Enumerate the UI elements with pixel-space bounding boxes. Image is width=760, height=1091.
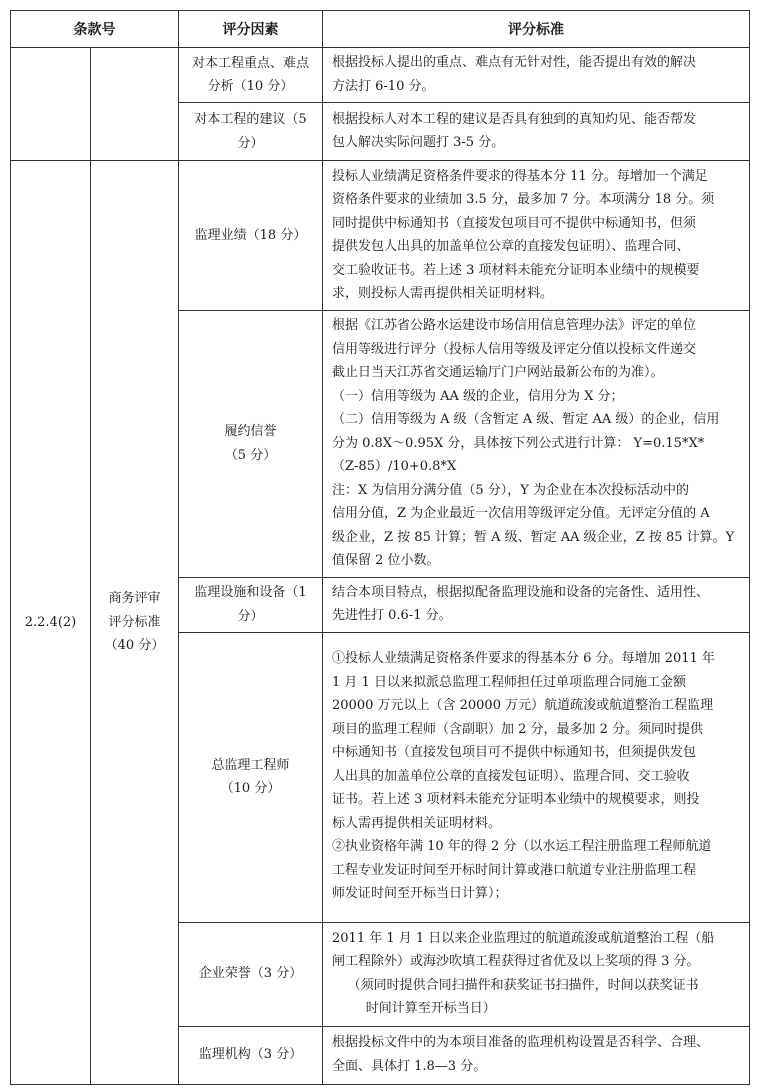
factor-line: 监理业绩（18 分） [194, 227, 307, 243]
standard-line: 20000 万元以上（含 20000 万元）航道疏浚或航道整治工程监理 [332, 698, 714, 714]
standard-line: 级企业，Z 按 85 计算；暂 A 级、暂定 AA 级企业，Z 按 85 计算。Y [332, 529, 735, 545]
category-cell-empty [91, 48, 179, 161]
standard-cell [323, 311, 750, 578]
factor-cell [179, 922, 323, 1026]
factor-cell [179, 48, 323, 103]
factor-line: （10 分） [220, 781, 281, 796]
standard-line: 中标通知书（直接发包项目可不提供中标通知书，但须提供发包 [332, 745, 697, 761]
standard-cell [323, 161, 750, 311]
standard-line: 时间计算至开标当日） [365, 1001, 496, 1016]
standard-line: （Z-85）/10+0.8*X [332, 459, 457, 474]
standard-line: （一）信用等级为 AA 级的企业，信用分为 X 分； [332, 388, 624, 404]
category-cell [91, 161, 179, 1085]
standard-line: 根据投标人对本工程的建议是否具有独到的真知灼见、能否帮发 [332, 111, 697, 127]
header-clause: 条款号 [11, 11, 179, 48]
standard-line: 项目的监理工程师（含副职）加 2 分，最多加 2 分。须同时提供 [332, 721, 704, 737]
standard-line: 方法打 6-10 分。 [332, 78, 435, 94]
standard-cell [323, 577, 750, 632]
standard-cell [323, 48, 750, 103]
factor-line: 对本工程的建议（5 [194, 112, 307, 127]
factor-cell [179, 103, 323, 161]
standard-line: 工程专业发证时间至开标时间计算或港口航道专业注册监理工程 [332, 862, 697, 878]
factor-line: 企业荣誉（3 分） [198, 966, 303, 982]
standard-line: 注：X 为信用分满分值（5 分），Y 为企业在本次投标活动中的 [332, 482, 690, 498]
standard-line: 根据《江苏省公路水运建设市场信用信息管理办法》评定的单位 [332, 318, 697, 333]
standard-cell [323, 103, 750, 161]
standard-cell [323, 1026, 750, 1084]
clause-number: 2.2.4(2) [11, 161, 91, 1085]
standard-line: 标人需再提供相关证明材料。 [332, 815, 502, 831]
factor-line: 分） [237, 135, 264, 151]
standard-line: （须同时提供合同扫描件和获奖证书扫描件，时间以获奖证书 [347, 977, 699, 993]
standard-line: 资格条件要求的业绩加 3.5 分，最多加 7 分。本项满分 18 分。须 [332, 192, 715, 207]
standard-line: 包人解决实际问题打 3-5 分。 [332, 135, 505, 150]
factor-line: （5 分） [224, 447, 277, 463]
table-row [11, 48, 750, 103]
standard-cell [323, 922, 750, 1026]
scoring-table [10, 10, 750, 1085]
standard-cell [323, 632, 750, 922]
standard-line: 2011 年 1 月 1 日以来企业监理过的航道疏浚或航道整治工程（船 [332, 930, 715, 946]
standard-line: 1 月 1 日以来拟派总监理工程师担任过单项监理合同施工金额 [332, 674, 686, 690]
category-line: 商务评审 [108, 591, 161, 606]
standard-line: 先进性打 0.6-1 分。 [332, 608, 452, 623]
standard-line: 交工验收证书。若上述 3 项材料未能充分证明本业绩中的规模要 [332, 262, 700, 278]
table-row [11, 161, 750, 311]
clause-cell-empty [11, 48, 91, 161]
standard-line: 投标人业绩满足资格条件要求的得基本分 11 分。每增加一个满足 [332, 168, 708, 184]
standard-line: ②执业资格年满 10 年的得 2 分（以水运工程注册监理工程师航道 [332, 839, 712, 855]
factor-line: 对本工程重点、难点 [191, 55, 309, 71]
standard-line: 全面、具体打 1.8—3 分。 [332, 1058, 487, 1074]
factor-cell [179, 632, 323, 922]
standard-line: 值保留 2 位小数。 [332, 553, 440, 568]
standard-line: 根据投标文件中的为本项目准备的监理机构设置是否科学、合理、 [332, 1035, 710, 1050]
factor-line: 履约信誉 [224, 424, 277, 440]
standard-line: 根据投标人提出的重点、难点有无针对性，能否提出有效的解决 [332, 55, 697, 70]
standard-line: ①投标人业绩满足资格条件要求的得基本分 6 分。每增加 2011 年 [332, 651, 715, 667]
factor-line: 分析（10 分） [207, 79, 294, 94]
standard-line: 求，则投标人需再提供相关证明材料。 [332, 286, 554, 301]
factor-cell [179, 161, 323, 311]
standard-line: 同时提供中标通知书（直接发包项目可不提供中标通知书，但须 [332, 215, 697, 231]
category-line: 评分标准 [108, 614, 161, 630]
category-line: （40 分） [104, 638, 165, 653]
factor-line: 监理设施和设备（1 [194, 585, 307, 600]
standard-line: 分为 0.8X～0.95X 分，具体按下列公式进行计算： Y=0.15*X* [332, 435, 705, 451]
scoring-table-document [10, 10, 749, 1085]
standard-line: 证书。若上述 3 项材料未能充分证明本业绩中的规模要求，则投 [332, 792, 700, 808]
factor-line: 分） [237, 608, 264, 624]
standard-line: 闸工程除外）或海沙吹填工程获得过省优及以上奖项的得 3 分。 [332, 954, 700, 969]
factor-cell [179, 1026, 323, 1084]
factor-line: 监理机构（3 分） [198, 1047, 303, 1063]
header-factor: 评分因素 [179, 11, 323, 48]
factor-cell [179, 577, 323, 632]
header-standard: 评分标准 [323, 11, 750, 48]
standard-line: 信用等级进行评分（投标人信用等级及评定分值以投标文件递交 [332, 341, 697, 357]
standard-line: 提供发包人出具的加盖单位公章的直接发包证明）、监理合同、 [332, 239, 690, 254]
standard-line: 信用分值，Z 为企业最近一次信用等级评定分值。无评定分值的 A [332, 506, 710, 521]
standard-line: 人出具的加盖单位公章的直接发包证明）、监理合同、交工验收 [332, 768, 690, 784]
table-header-row [11, 11, 750, 48]
standard-line: 截止日当天江苏省交通运输厅门户网站最新公布的为准）。 [332, 365, 664, 380]
factor-line: 总监理工程师 [211, 757, 290, 773]
standard-line: （二）信用等级为 A 级（含暂定 A 级、暂定 AA 级）的企业，信用 [332, 412, 720, 427]
standard-line: 师发证时间至开标当日计算）； [332, 886, 508, 902]
factor-cell [179, 311, 323, 578]
standard-line: 结合本项目特点，根据拟配备监理设施和设备的完备性、适用性、 [332, 584, 710, 600]
